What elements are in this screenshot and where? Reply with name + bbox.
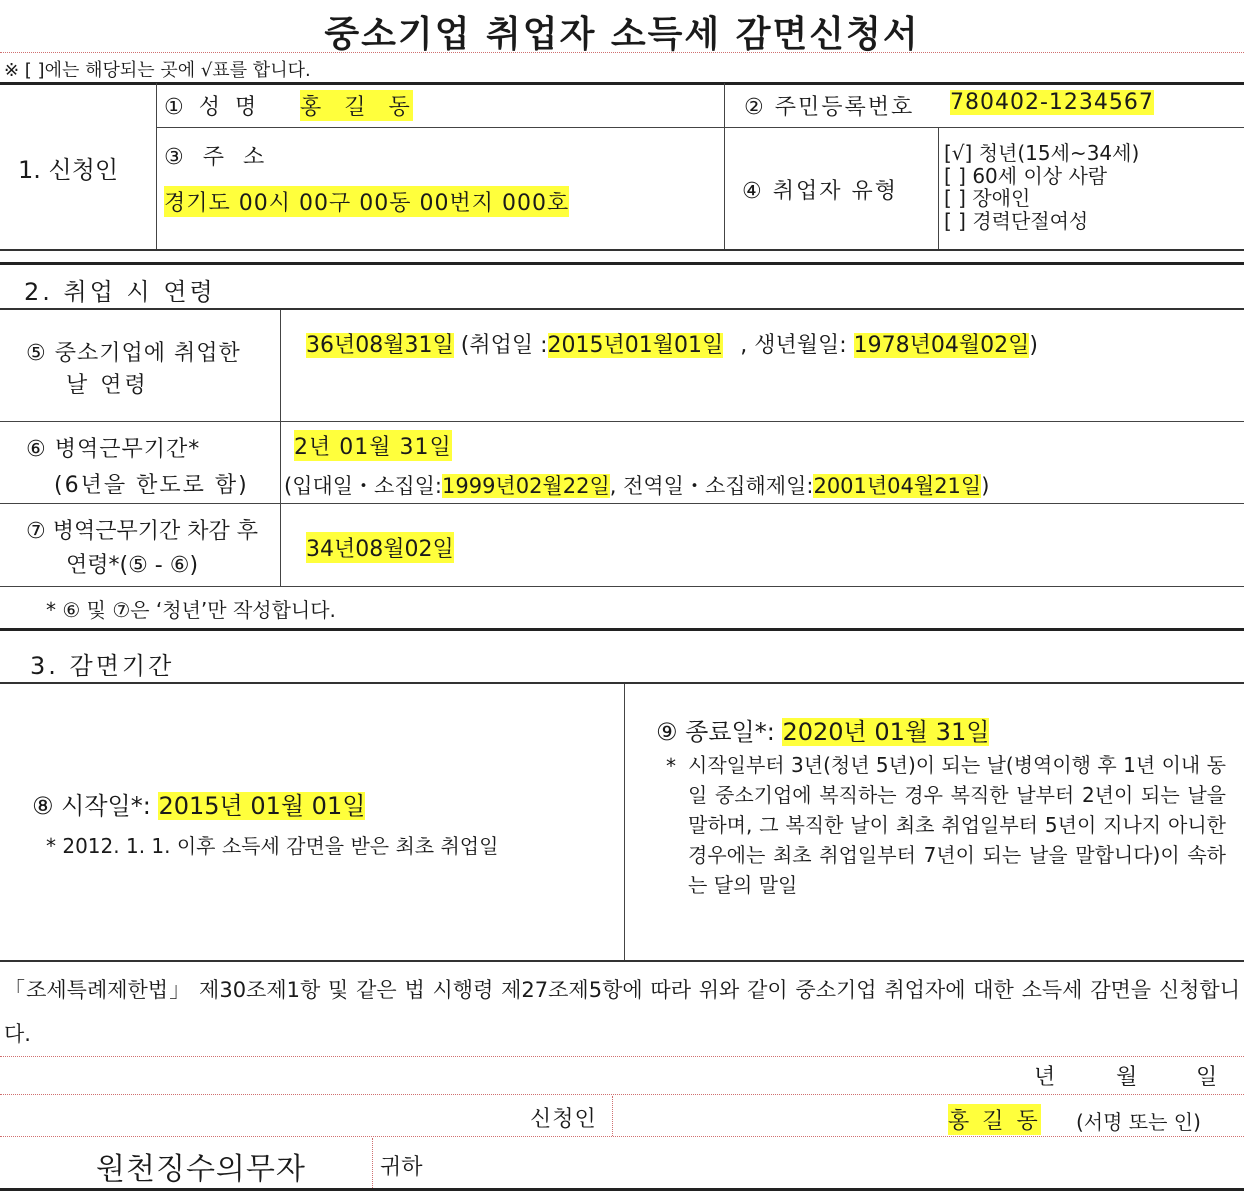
- age-after-military-value[interactable]: 34년08월02일: [306, 532, 454, 563]
- discharge-date-prefix: , 전역일・소집해제일:: [609, 474, 814, 498]
- row5-label-line2: 날 연령: [66, 373, 149, 398]
- declaration-divider: [0, 1056, 1244, 1057]
- end-date-note: 시작일부터 3년(청년 5년)이 되는 날(병역이행 후 1년 이내 동일 중소기업에 복직하는 경우 복직한 날부터 2년이 되는 날을 말하며, 그 복직한 날이 최초 취업일부터 5년이 지나지 아니한 경우에는 최초 취업일부터 7년이 되는 날을 말합니다)이 속하는 달의 말일: [688, 753, 1226, 897]
- row6-dates-line: [284, 470, 989, 500]
- date-year[interactable]: 년: [1034, 1065, 1056, 1090]
- end-date-value[interactable]: 2020년 01월 31일: [782, 718, 990, 746]
- type-option-label: 장애인: [972, 186, 1031, 210]
- youth-only-note: * ⑥ 및 ⑦은 ‘청년’만 작성합니다.: [46, 598, 336, 622]
- military-period-value[interactable]: 2년 01월 31일: [294, 430, 452, 461]
- signature-label-divider: [612, 1096, 613, 1136]
- start-date-line: [32, 786, 365, 821]
- recipient-honorific: 귀하: [380, 1155, 423, 1180]
- worker-type-label: ④ 취업자 유형: [742, 179, 898, 204]
- employment-date-prefix: (취업일 :: [460, 333, 548, 358]
- checkbox-unchecked[interactable]: [ ]: [944, 164, 966, 188]
- section1-bottom-border: [0, 249, 1244, 251]
- form-bottom-border: [0, 1188, 1244, 1191]
- date-day[interactable]: 일: [1196, 1065, 1218, 1090]
- type-option-disabled[interactable]: [944, 187, 1030, 209]
- row6-label-line2: (6년을 한도로 함): [54, 473, 249, 498]
- row7-label-line2: 연령*(⑤ - ⑥): [66, 553, 199, 578]
- start-date-note: * 2012. 1. 1. 이후 소득세 감면을 받은 최초 취업일: [46, 834, 499, 858]
- signature-divider: [0, 1136, 1244, 1137]
- type-option-label: 청년(15세~34세): [978, 141, 1140, 165]
- section3-bottom-border: [0, 960, 1244, 962]
- check-notice: ※ [ ]에는 해당되는 곳에 √표를 합니다.: [4, 60, 311, 81]
- checkbox-checked[interactable]: [√]: [944, 141, 973, 165]
- name-value[interactable]: 홍 길 동: [300, 90, 413, 121]
- recipient-name: 원천징수의무자: [96, 1152, 306, 1187]
- applicant-section-label: 1. 신청인: [18, 156, 119, 184]
- type-option-senior[interactable]: [944, 165, 1107, 187]
- end-date-note-star: *: [666, 754, 676, 778]
- row7-label-line1: ⑦ 병역근무기간 차감 후: [26, 519, 258, 544]
- section3-header-divider: [0, 682, 1244, 684]
- age-section-label: 2. 취업 시 연령: [24, 278, 216, 306]
- section1-top-border: [0, 82, 1244, 85]
- section2-label-divider: [280, 310, 281, 586]
- birth-date-value[interactable]: 1978년04월02일: [853, 333, 1030, 358]
- section3-top-border: [0, 628, 1244, 631]
- section2-top-border: [0, 262, 1244, 265]
- enlist-date-value[interactable]: 1999년02월22일: [441, 474, 610, 498]
- employment-date-value[interactable]: 2015년01월01일: [547, 333, 724, 358]
- end-date-line: [656, 712, 989, 747]
- type-option-label: 60세 이상 사람: [972, 164, 1108, 188]
- address-label: ③ 주 소: [164, 145, 271, 170]
- title-divider: [0, 52, 1244, 53]
- row6-label-line1: ⑥ 병역근무기간*: [26, 437, 201, 462]
- row5-value-line: [306, 328, 1038, 359]
- rrn-label: ② 주민등록번호: [744, 95, 915, 120]
- row6-divider: [0, 503, 1244, 504]
- date-divider: [0, 1094, 1244, 1095]
- section2-header-divider: [0, 308, 1244, 310]
- name-label: ① 성 명: [164, 95, 261, 120]
- type-option-label: 경력단절여성: [972, 209, 1089, 233]
- birth-date-prefix: , 생년월일:: [740, 333, 847, 358]
- section1-label-divider: [156, 83, 157, 249]
- date-month[interactable]: 월: [1116, 1065, 1138, 1090]
- row5-label-line1: ⑤ 중소기업에 취업한: [26, 341, 241, 366]
- start-date-label: ⑧ 시작일*:: [32, 792, 151, 820]
- type-option-career-break-woman[interactable]: [944, 210, 1088, 232]
- row5-close: ): [1029, 333, 1038, 358]
- section1-mid-divider: [724, 83, 725, 249]
- signature-name[interactable]: 홍 길 동: [948, 1104, 1041, 1135]
- section3-mid-divider: [624, 684, 625, 960]
- start-date-value[interactable]: 2015년 01월 01일: [158, 792, 366, 820]
- end-date-label: ⑨ 종료일*:: [656, 718, 775, 746]
- type-option-youth[interactable]: [944, 142, 1139, 164]
- age-at-employment-value[interactable]: 36년08월31일: [306, 333, 454, 358]
- declaration-text: 「조세특례제한법」 제30조제1항 및 같은 법 시행령 제27조제5항에 따라 위와 같이 중소기업 취업자에 대한 소득세 감면을 신청합니다.: [4, 978, 1240, 1046]
- discharge-date-value[interactable]: 2001년04월21일: [813, 474, 982, 498]
- period-section-label: 3. 감면기간: [30, 652, 175, 680]
- checkbox-unchecked[interactable]: [ ]: [944, 186, 966, 210]
- recipient-divider: [372, 1138, 373, 1188]
- row5-divider: [0, 421, 1244, 422]
- signature-suffix: (서명 또는 인): [1076, 1110, 1201, 1134]
- address-value[interactable]: 경기도 00시 00구 00동 00번지 000호: [164, 186, 569, 217]
- section1-type-divider: [938, 128, 939, 249]
- form-title: 중소기업 취업자 소득세 감면신청서: [324, 14, 920, 55]
- checkbox-unchecked[interactable]: [ ]: [944, 209, 966, 233]
- row6-close: ): [981, 474, 990, 498]
- enlist-date-prefix: (입대일・소집일:: [284, 474, 442, 498]
- rrn-value[interactable]: 780402-1234567: [950, 90, 1154, 115]
- section1-row-divider: [157, 127, 1244, 128]
- row7-divider: [0, 586, 1244, 587]
- signature-label: 신청인: [530, 1107, 597, 1132]
